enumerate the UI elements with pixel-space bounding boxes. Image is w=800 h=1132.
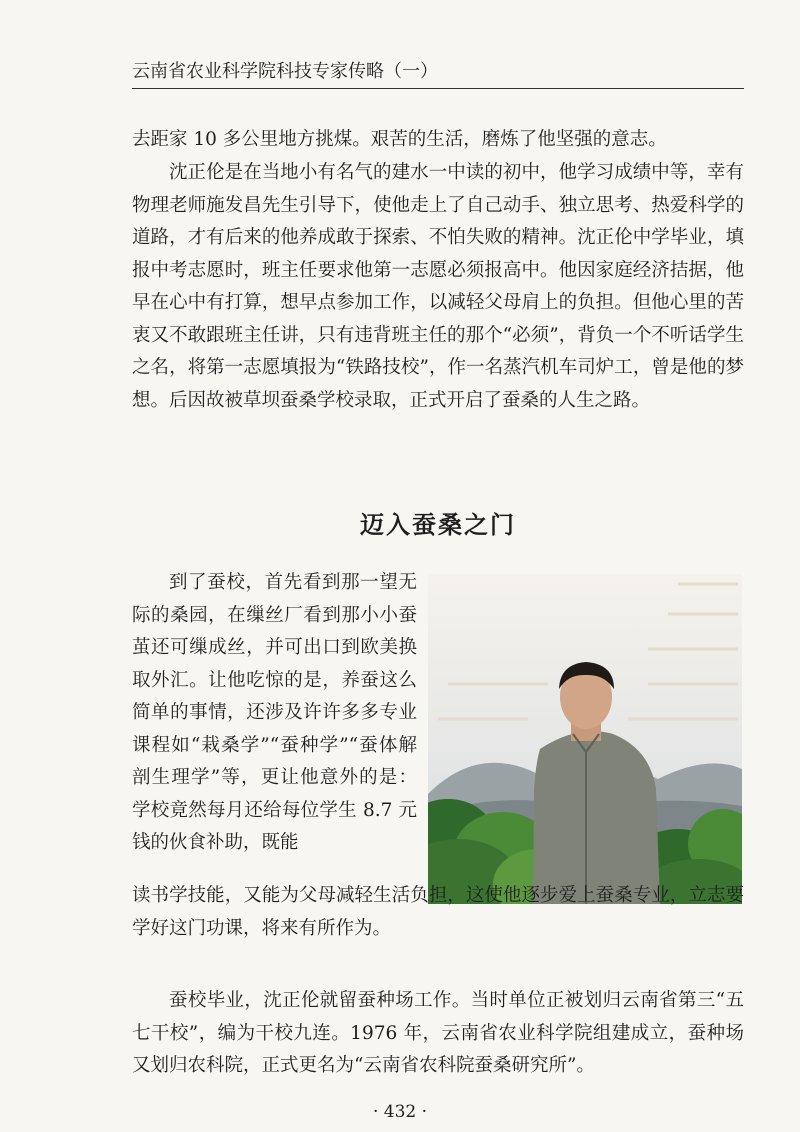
body-paragraph-1: 去距家 10 多公里地方挑煤。艰苦的生活，磨炼了他坚强的意志。	[132, 129, 667, 150]
page-number: · 432 ·	[372, 1102, 428, 1122]
portrait-photo	[428, 574, 742, 904]
section-title: 迈入蚕桑之门	[360, 511, 516, 539]
body-paragraph-3-continued: 读书学技能，又能为父母减轻生活负担，这使他逐步爱上蚕桑专业，立志要学好这门功课，将来有所作为。	[132, 885, 744, 939]
body-paragraph-4: 蚕校毕业，沈正伦就留蚕种场工作。当时单位正被划归云南省第三“五七干校”，编为干校九连。1976 年，云南省农业科学院组建成立，蚕种场又划归农科院，正式更名为“云南省农科院蚕桑研究所”。	[132, 990, 744, 1076]
body-paragraph-2: 沈正伦是在当地小有名气的建水一中读的初中，他学习成绩中等，幸有物理老师施发昌先生引导下，使他走上了自己动手、独立思考、热爱科学的道路，才有后来的他养成敢于探索、不怕失败的精神。沈正伦中学毕业，填报中考志愿时，班主任要求他第一志愿必须报高中。他因家庭经济拮据，他早在心中有打算，想早点参加工作，以减轻父母肩上的负担。但他心里的苦衷又不敢跟班主任讲，只有违背班主任的那个“必须”，背负一个不听话学生之名，将第一志愿填报为“铁路技校”，作一名蒸汽机车司炉工，曾是他的梦想。后因故被草坝蚕桑学校录取，正式开启了蚕桑的人生之路。	[132, 162, 744, 411]
body-paragraph-3: 到了蚕校，首先看到那一望无际的桑园，在缫丝厂看到那小小蚕茧还可缫成丝，并可出口到欧美换取外汇。让他吃惊的是，养蚕这么简单的事情，还涉及许许多多专业课程如“栽桑学”“蚕种学”“蚕体解剖生理学”等，更让他意外的是：学校竟然每月还给每位学生 8.7 元钱的伙食补助，既能	[132, 572, 417, 853]
running-header: 云南省农业科学院科技专家传略（一）	[132, 58, 744, 89]
photo-illustration	[428, 574, 742, 904]
